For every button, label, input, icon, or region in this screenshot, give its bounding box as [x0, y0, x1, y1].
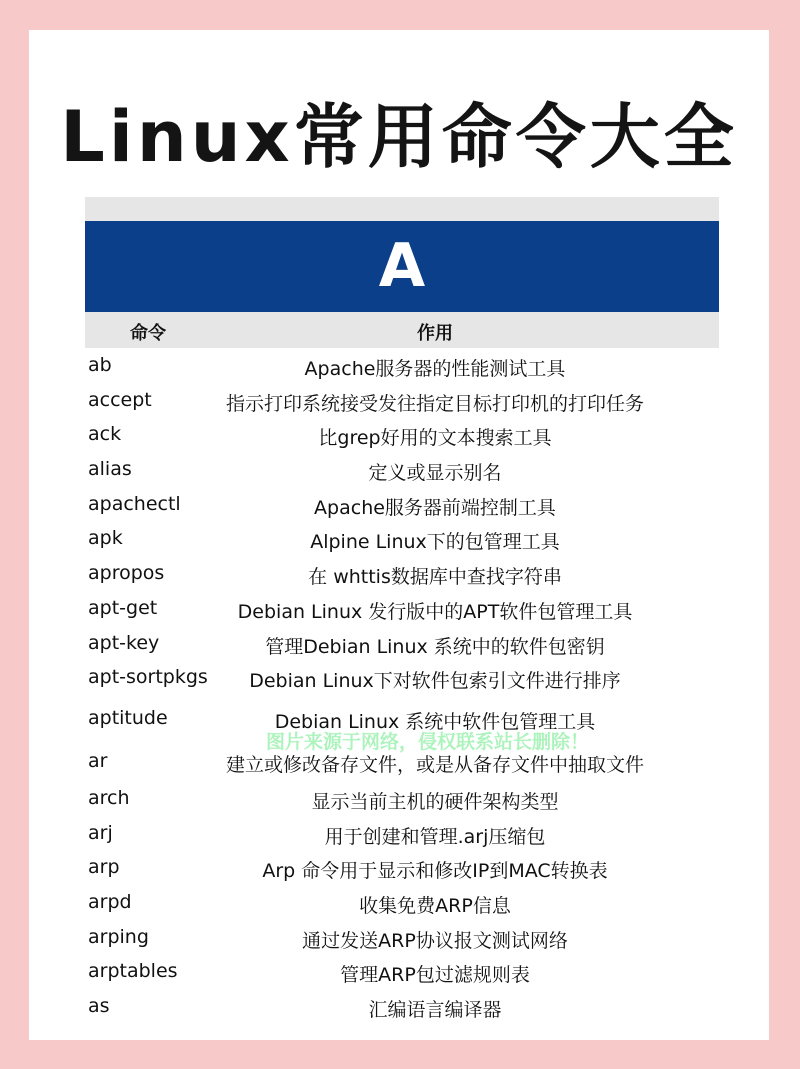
command-name: apropos	[88, 562, 165, 585]
command-name: arj	[88, 821, 113, 844]
table-row	[29, 556, 769, 591]
command-name: ack	[88, 423, 122, 446]
command-name: apt-key	[88, 631, 160, 654]
header-purpose: 作用	[417, 323, 453, 344]
command-name: accept	[88, 388, 152, 411]
command-name: arping	[88, 925, 149, 948]
command-description: Debian Linux 发行版中的APT软件包管理工具	[237, 600, 633, 623]
command-name: alias	[88, 458, 132, 481]
command-description: 定义或显示别名	[368, 462, 502, 485]
table-row	[29, 417, 769, 452]
table-row	[29, 920, 769, 955]
table-row	[29, 954, 769, 989]
command-description: 显示当前主机的硬件架构类型	[311, 790, 559, 813]
table-row	[29, 781, 769, 816]
table-row	[29, 348, 769, 383]
watermark-text: 图片来源于网络，侵权联系站长删除！	[266, 731, 590, 753]
table-row	[29, 850, 769, 885]
table-top-strip	[85, 197, 719, 221]
command-name: ar	[88, 749, 108, 772]
command-description: Apache服务器前端控制工具	[314, 496, 556, 519]
command-name: apt-get	[88, 596, 158, 619]
command-description: 建立或修改备存文件，或是从备存文件中抽取文件	[225, 753, 645, 776]
command-description: Alpine Linux下的包管理工具	[310, 531, 560, 554]
command-description: 通过发送ARP协议报文测试网络	[302, 929, 568, 952]
command-name: arpd	[88, 890, 132, 913]
command-name: arp	[88, 856, 120, 879]
table-row	[29, 452, 769, 487]
table-header	[85, 312, 719, 348]
command-name: apt-sortpkgs	[88, 666, 208, 689]
command-name: as	[88, 995, 110, 1017]
table-row	[29, 989, 769, 1024]
command-name: arptables	[88, 960, 178, 983]
table-row	[29, 521, 769, 556]
command-description: 在 whttis数据库中查找字符串	[308, 566, 562, 589]
table-row	[29, 591, 769, 626]
command-description: 汇编语言编译器	[368, 999, 502, 1021]
page-title: Linux常用命令大全	[60, 96, 738, 178]
command-description: Arp 命令用于显示和修改IP到MAC转换表	[262, 860, 608, 883]
command-description: Apache服务器的性能测试工具	[304, 358, 566, 380]
command-name: aptitude	[88, 706, 168, 729]
command-description: 收集免费ARP信息	[359, 894, 511, 917]
command-name: ab	[88, 354, 112, 376]
command-description: 管理Debian Linux 系统中的软件包密钥	[265, 635, 605, 658]
table-row	[29, 660, 769, 695]
table-row	[29, 816, 769, 851]
table-row	[29, 487, 769, 522]
table-row	[29, 383, 769, 418]
command-description: Debian Linux 系统中软件包管理工具	[274, 710, 596, 733]
command-description: Debian Linux下对软件包索引文件进行排序	[249, 670, 621, 693]
command-description: 用于创建和管理.arj压缩包	[324, 825, 546, 848]
section-banner: A	[85, 221, 719, 312]
table-row	[29, 626, 769, 661]
table-row	[29, 885, 769, 920]
command-description: 指示打印系统接受发往指定目标打印机的打印任务	[225, 392, 645, 415]
command-name: apachectl	[88, 492, 181, 515]
command-description: 管理ARP包过滤规则表	[340, 964, 530, 987]
command-description: 比grep好用的文本搜索工具	[318, 427, 552, 450]
page-card	[29, 30, 769, 1040]
command-name: arch	[88, 786, 130, 809]
command-table	[29, 348, 769, 1024]
header-command: 命令	[130, 323, 166, 344]
command-name: apk	[88, 527, 123, 550]
